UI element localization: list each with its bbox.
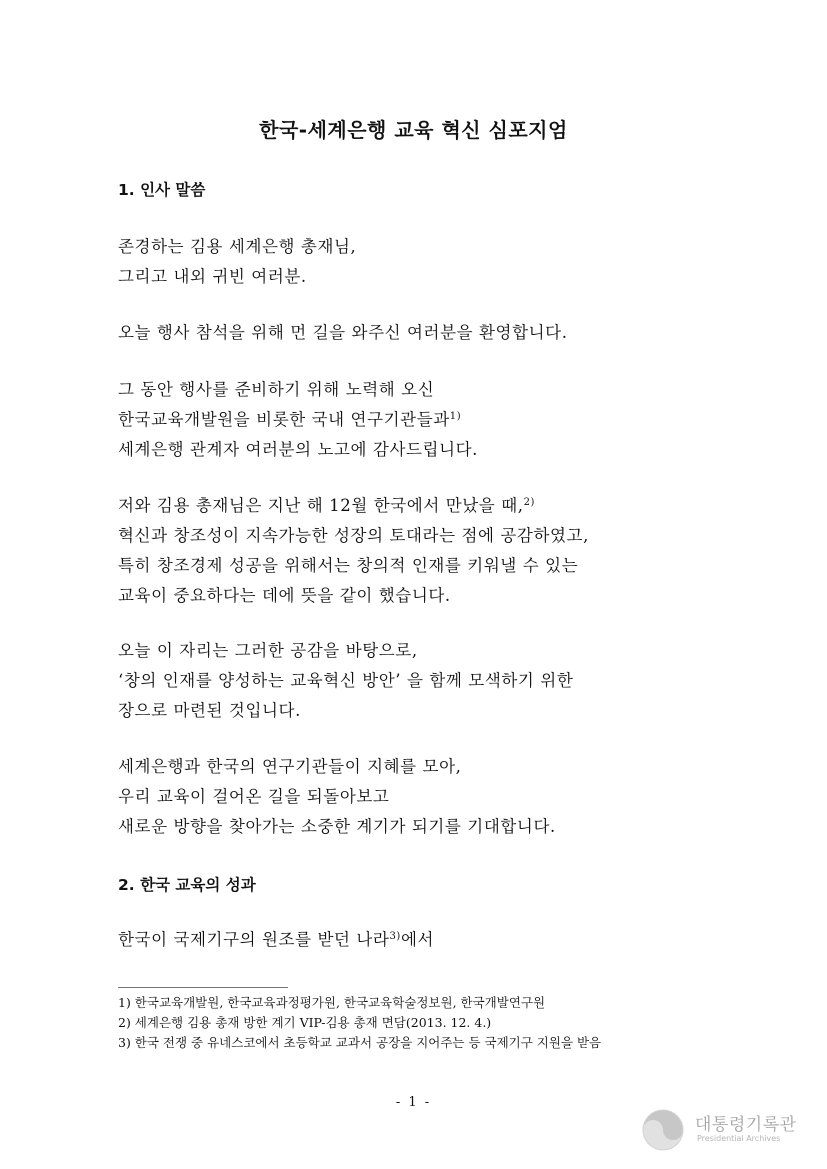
page-title: 한국-세계은행 교육 혁신 심포지엄 [259,118,568,142]
paragraph-line: 오늘 이 자리는 그러한 공감을 바탕으로, [118,641,418,660]
paragraph-line: 새로운 방향을 찾아가는 소중한 계기가 되기를 기대합니다. [118,817,556,836]
watermark-subtitle: Presidential Archives [697,1134,781,1143]
section-heading-greeting: 1. 인사 말씀 [118,181,206,199]
footnote-3: 3) 한국 전쟁 중 유네스코에서 초등학교 교과서 공장을 지어주는 등 국제기구 지원을 받음 [118,1035,602,1050]
footnote-1: 1) 한국교육개발원, 한국교육과정평가원, 한국교육학술정보원, 한국개발연구원 [118,995,546,1010]
paragraph-welcome [118,318,718,348]
section-heading-achievements: 2. 한국 교육의 성과 [118,876,256,894]
paragraph-line [118,925,718,955]
paragraph-line: 존경하는 김용 세계은행 총재님, [118,237,357,256]
presidential-archives-watermark [641,1106,811,1152]
paragraph-line-text: 저와 김용 총재님은 지난 해 12월 한국에서 만났을 때, [118,496,524,515]
footnote-ref-3: 3) [389,931,401,942]
paragraph-line-text: 한국교육개발원을 비롯한 국내 연구기관들과 [118,410,450,429]
paragraph-line-text: 한국이 국제기구의 원조를 받던 나라 [118,930,390,949]
paragraph-line: 우리 교육이 걸어온 길을 되돌아보고 [118,787,390,806]
paragraph-line [118,405,718,435]
paragraph-aid-history [118,925,718,955]
paragraph-line [118,491,718,521]
paragraph-purpose [118,636,718,726]
taegeuk-logo-icon [641,1108,685,1152]
footnote-ref-1: 1) [449,411,462,422]
paragraph-line: 세계은행과 한국의 연구기관들이 지혜를 모아, [118,757,462,776]
paragraph-line-text: 에서 [400,930,435,949]
paragraph-thanks [118,375,718,465]
paragraph-line: 교육이 중요하다는 데에 뜻을 같이 했습니다. [118,586,451,605]
paragraph-line: ‘창의 인재를 양성하는 교육혁신 방안’ 을 함께 모색하기 위한 [118,671,574,690]
paragraph-line: 장으로 마련된 것입니다. [118,701,301,720]
paragraph-line: 세계은행 관계자 여러분의 노고에 감사드립니다. [118,440,479,459]
watermark-title: 대통령기록관 [695,1115,797,1135]
paragraph-line: 특히 창조경제 성공을 위해서는 창의적 인재를 키워낼 수 있는 [118,556,579,575]
paragraph-salutation [118,232,718,292]
paragraph-meeting [118,491,718,611]
paragraph-expectation [118,752,718,842]
page-number: - 1 - [395,1095,432,1110]
paragraph-line: 그리고 내외 귀빈 여러분. [118,267,307,286]
footnote-ref-2: 2) [523,497,536,508]
paragraph-line: 오늘 행사 참석을 위해 먼 길을 와주신 여러분을 환영합니다. [118,323,568,342]
footnote-2: 2) 세계은행 김용 총재 방한 계기 VIP-김용 총재 면담(2013. 12. 4.) [118,1015,492,1030]
paragraph-line: 그 동안 행사를 준비하기 위해 노력해 오신 [118,380,435,399]
paragraph-line: 혁신과 창조성이 지속가능한 성장의 토대라는 점에 공감하였고, [118,526,589,545]
footnote-separator [118,987,288,988]
footnotes [118,993,601,1053]
